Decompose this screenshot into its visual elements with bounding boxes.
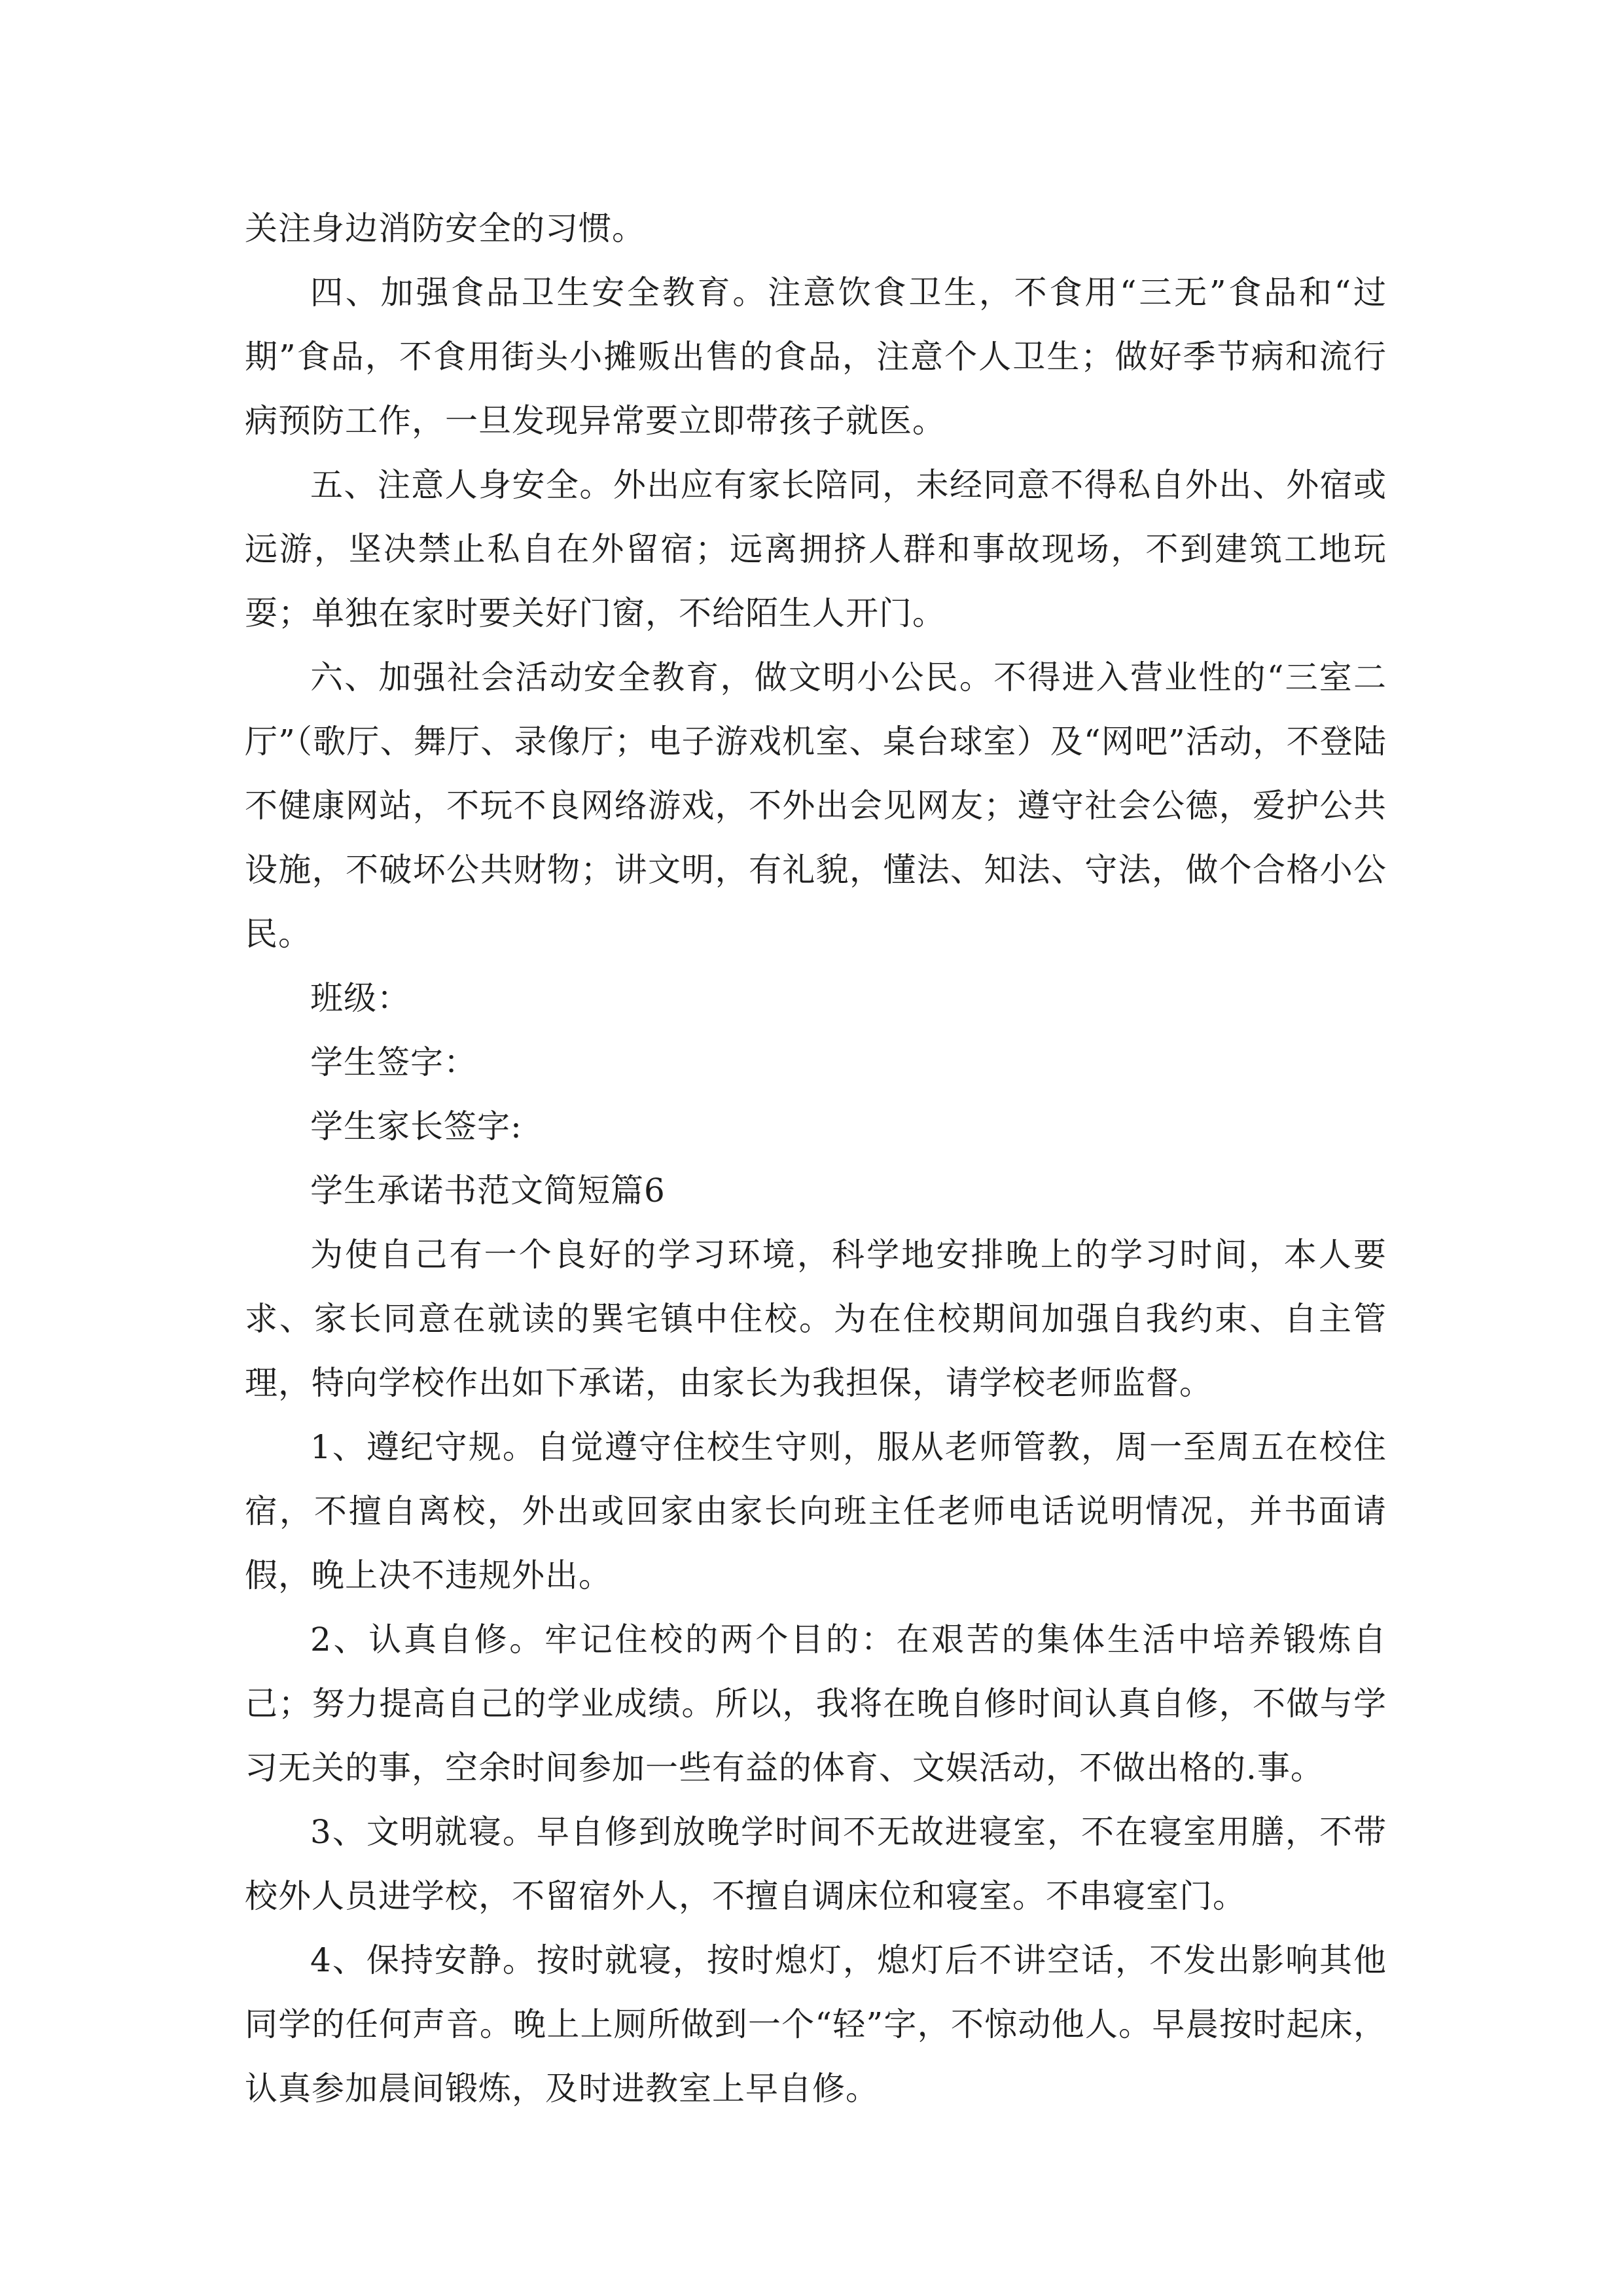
paragraph-continuation: 关注身边消防安全的习惯。 — [245, 209, 645, 247]
paragraph-rule-3: 3、文明就寝。早自修到放晚学时间不无故进寝室，不在寝室用膳，不带校外人员进学校，不留宿外人，不擅自调床位和寝室。不串寝室门。 — [245, 1813, 1387, 1915]
paragraph-rule-2: 2、认真自修。牢记住校的两个目的：在艰苦的集体生活中培养锻炼自己；努力提高自己的学业成绩。所以，我将在晚自修时间认真自修，不做与学习无关的事，空余时间参加一些有益的体育、文娱活动，不做出格的.事。 — [245, 1621, 1387, 1787]
paragraph-personal-safety: 五、注意人身安全。外出应有家长陪同，未经同意不得私自外出、外宿或远游，坚决禁止私自在外留宿；远离拥挤人群和事故现场，不到建筑工地玩耍；单独在家时要关好门窗，不给陌生人开门。 — [245, 466, 1387, 632]
document-body — [245, 196, 1387, 2121]
parent-signature-label: 学生家长签字: — [310, 1107, 522, 1145]
student-signature-label: 学生签字： — [310, 1043, 477, 1081]
section-heading: 学生承诺书范文简短篇6 — [310, 1172, 666, 1210]
paragraph-intro: 为使自己有一个良好的学习环境，科学地安排晚上的学习时间，本人要求、家长同意在就读的巽宅镇中住校。为在住校期间加强自我约束、自主管理，特向学校作出如下承诺，由家长为我担保，请学校老师监督。 — [245, 1236, 1387, 1402]
paragraph-rule-1: 1、遵纪守规。自觉遵守住校生守则，服从老师管教，周一至周五在校住宿，不擅自离校，外出或回家由家长向班主任老师电话说明情况，并书面请假，晚上决不违规外出。 — [245, 1428, 1387, 1594]
paragraph-social-activity: 六、加强社会活动安全教育，做文明小公民。不得进入营业性的“三室二厅”（歌厅、舞厅、录像厅；电子游戏机室、桌台球室）及“网吧”活动，不登陆不健康网站，不玩不良网络游戏，不外出会见网友；遵守社会公德，爱护公共设施，不破坏公共财物；讲文明，有礼貌，懂法、知法、守法，做个合格小公民。 — [245, 658, 1387, 953]
paragraph-food-safety: 四、加强食品卫生安全教育。注意饮食卫生，不食用“三无”食品和“过期”食品，不食用街头小摊贩出售的食品，注意个人卫生；做好季节病和流行病预防工作，一旦发现异常要立即带孩子就医。 — [245, 274, 1387, 440]
class-field-label: 班级： — [310, 979, 410, 1017]
paragraph-rule-4: 4、保持安静。按时就寝，按时熄灯，熄灯后不讲空话，不发出影响其他同学的任何声音。晚上上厕所做到一个“轻”字，不惊动他人。早晨按时起床，认真参加晨间锻炼，及时进教室上早自修。 — [245, 1941, 1387, 2108]
